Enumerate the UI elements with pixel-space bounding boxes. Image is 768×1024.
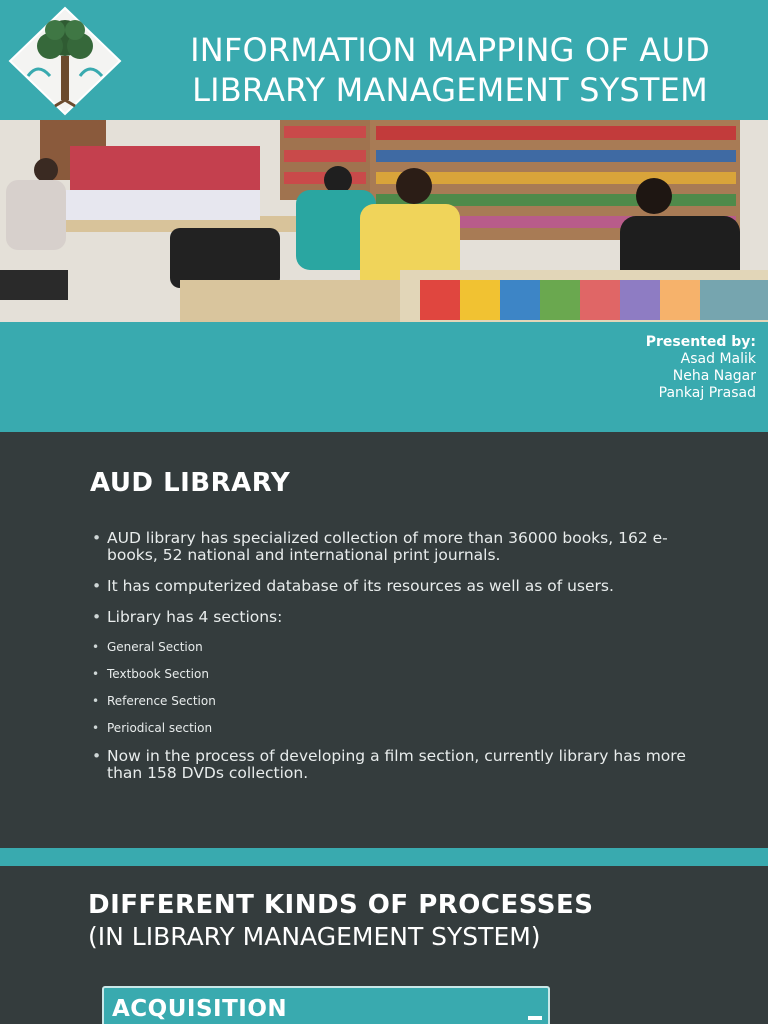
- process-label: ACQUISITION: [112, 996, 288, 1022]
- processes-slide: [0, 866, 768, 1024]
- title-slide: [0, 0, 768, 432]
- presenter-name: Asad Malik: [680, 351, 756, 367]
- bullet-item: • AUD library has specialized collection of more than 36000 books, 162 e-books, 52 national and international print journals.: [92, 530, 692, 564]
- presentation-title: [140, 30, 760, 110]
- section-item: • General Section: [92, 640, 692, 654]
- aud-library-slide: [0, 432, 768, 848]
- slide-subtitle: (IN LIBRARY MANAGEMENT SYSTEM): [88, 922, 541, 951]
- acquisition-process-box[interactable]: [102, 986, 550, 1024]
- presenter-name: Neha Nagar: [672, 368, 756, 384]
- collapse-minus-icon[interactable]: [528, 1016, 542, 1020]
- bullet-item: • Now in the process of developing a film section, currently library has more than 158 DVDs collection.: [92, 748, 692, 782]
- presented-by-label: Presented by:: [645, 334, 756, 350]
- slide-title: AUD LIBRARY: [90, 468, 291, 498]
- slide-title: DIFFERENT KINDS OF PROCESSES: [88, 890, 594, 920]
- bullet-list: [92, 530, 692, 796]
- slide-divider: [0, 848, 768, 866]
- section-item: • Periodical section: [92, 721, 692, 735]
- section-item: • Reference Section: [92, 694, 692, 708]
- title-line-2: LIBRARY MANAGEMENT SYSTEM: [192, 71, 708, 109]
- bullet-item: • Library has 4 sections:: [92, 609, 692, 626]
- title-line-1: INFORMATION MAPPING OF AUD: [190, 31, 710, 69]
- library-reading-room-photo: [0, 120, 768, 322]
- bullet-item: • It has computerized database of its resources as well as of users.: [92, 578, 692, 595]
- presenter-name: Pankaj Prasad: [658, 385, 756, 401]
- section-item: • Textbook Section: [92, 667, 692, 681]
- presenters-block: [636, 334, 756, 402]
- aud-tree-logo-icon: [8, 6, 122, 116]
